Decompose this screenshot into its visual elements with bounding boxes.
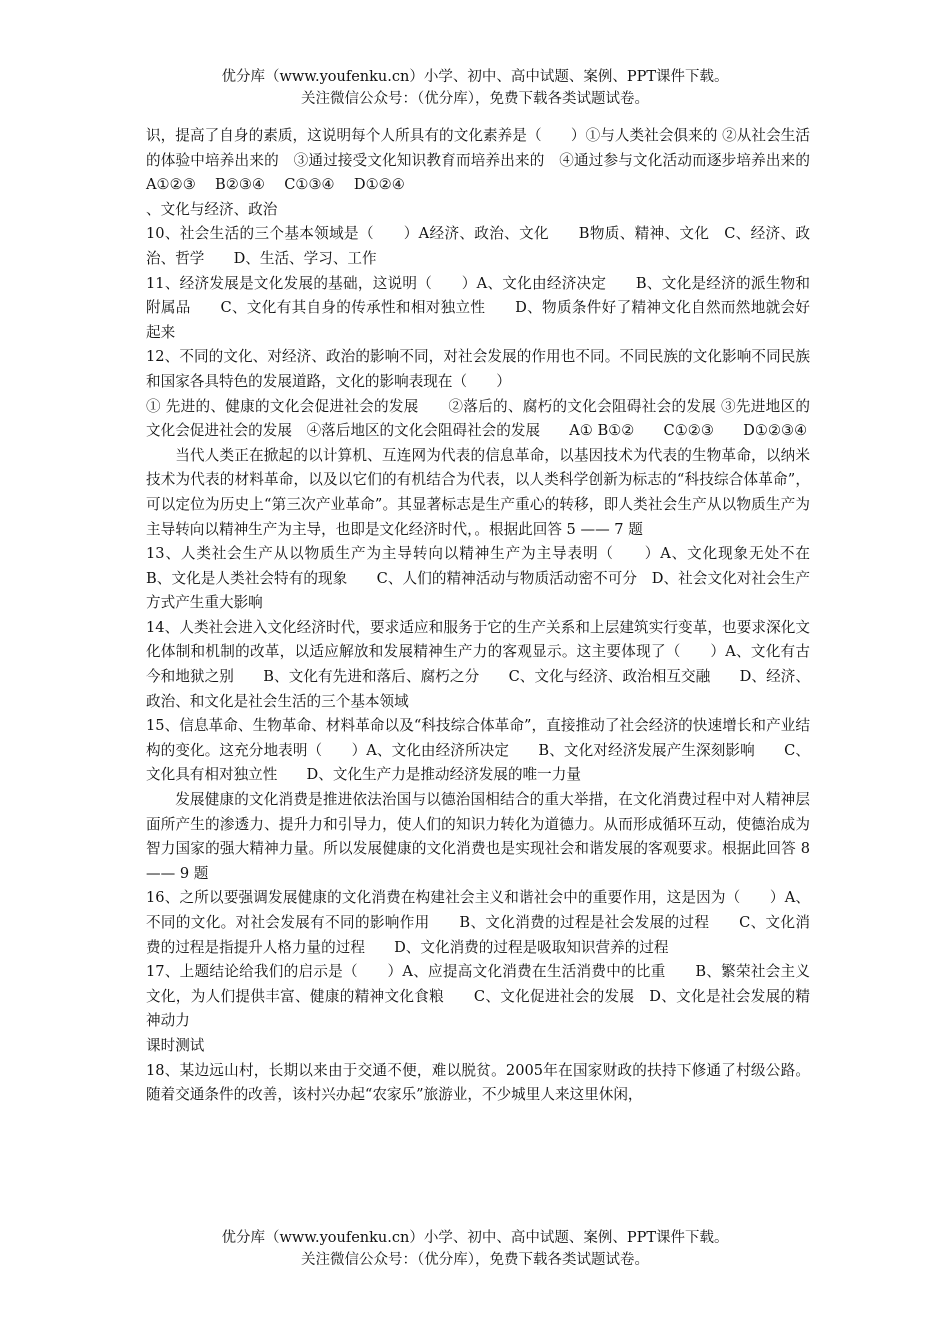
question-10: 10、社会生活的三个基本领域是（ ）A经济、政治、文化 B物质、精神、文化 C、经济、政治、哲学 D、生活、学习、工作 [146,225,810,267]
footer-line-1: 优分库（www.youfenku.cn）小学、初中、高中试题、案例、PPT课件下载。 [221,1230,729,1246]
question-15: 15、信息革命、生物革命、材料革命以及“科技综合体革命”，直接推动了社会经济的快速增长和产业结构的变化。这充分地表明（ ）A、文化由经济所决定 B、文化对经济发展产生深刻影响 C、文化具有相对独立性 D、文化生产力是推动经济发展的唯一力量 [146,717,810,784]
reading-passage-1: 当代人类正在掀起的以计算机、互连网为代表的信息革命，以基因技术为代表的生物革命，以纳米技术为代表的材料革命，以及以它们的有机结合为代表，以人类科学创新为标志的“科技综合体革命”，可以定位为历史上“第三次产业革命”。其显著标志是生产重心的转移，即人类社会生产从以物质生产为主导转向以精神生产为主导，也即是文化经济时代，。根据此回答 5 —— 7 题 [146,446,810,538]
question-18: 18、某边远山村，长期以来由于交通不便，难以脱贫。2005年在国家财政的扶持下修通了村级公路。随着交通条件的改善，该村兴办起“农家乐”旅游业，不少城里人来这里休闲， [146,1061,810,1104]
footer-line-2: 关注微信公众号：（优分库），免费下载各类试题试卷。 [301,1252,649,1268]
question-17: 17、上题结论给我们的启示是（ ）A、应提高文化消费在生活消费中的比重 B、繁荣社会主义文化，为人们提供丰富、健康的精神文化食粮 C、文化促进社会的发展 D、文化是社会发展的精神动力 [146,963,810,1030]
paragraph-question-continued: 识，提高了自身的素质，这说明每个人所具有的文化素养是（ ）①与人类社会俱来的 ②从社会生活的体验中培养出来的 ③通过接受文化知识教育而培养出来的 ④通过参与文化活动而逐步培养出来的 A①②③ B②③④ C①③④ D①②④ [146,127,840,194]
header-line-2: 关注微信公众号：（优分库），免费下载各类试题试卷。 [301,91,649,107]
reading-passage-2: 发展健康的文化消费是推进依法治国与以德治国相结合的重大举措，在文化消费过程中对人精神层面所产生的渗透力、提升力和引导力，使人们的知识力转化为道德力。从而形成循环互动，使德治成为智力国家的强大精神力量。所以发展健康的文化消费也是实现社会和谐发展的客观要求。根据此回答 8 —— 9 题 [146,791,810,882]
question-12: 12、不同的文化、对经济、政治的影响不同，对社会发展的作用也不同。不同民族的文化影响不同民族和国家各具特色的发展道路，文化的影响表现在（ ） [146,348,810,390]
page-header [0,66,950,110]
section-heading: 、文化与经济、政治 [146,200,278,218]
question-12-options: ① 先进的、健康的文化会促进社会的发展 ②落后的、腐朽的文化会阻碍社会的发展 ③先进地区的文化会促进社会的发展 ④落后地区的文化会阻碍社会的发展 A① B①② C①②③ D①②③④ [146,397,810,440]
question-14: 14、人类社会进入文化经济时代，要求适应和服务于它的生产关系和上层建筑实行变革，也要求深化文化体制和机制的改革，以适应解放和发展精神生产力的客观显示。这主要体现了（ ）A、文化有古今和地狱之别 B、文化有先进和落后、腐朽之分 C、文化与经济、政治相互交融 D、经济、政治、和文化是社会生活的三个基本领域 [146,618,810,710]
question-11: 11、经济发展是文化发展的基础，这说明（ ）A、文化由经济决定 B、文化是经济的派生物和附属品 C、文化有其自身的传承性和相对独立性 D、物质条件好了精神文化自然而然地就会好起来 [146,274,810,341]
document-body [146,124,840,1108]
page-footer [0,1227,950,1271]
section-title-test: 课时测试 [146,1036,205,1054]
question-13: 13、人类社会生产从以物质生产为主导转向以精神生产为主导表明（ ）A、文化现象无处不在 B、文化是人类社会特有的现象 C、人们的精神活动与物质活动密不可分 D、社会文化对社会生产方式产生重大影响 [146,545,840,612]
question-16: 16、之所以要强调发展健康的文化消费在构建社会主义和谐社会中的重要作用，这是因为（ ）A、不同的文化。对社会发展有不同的影响作用 B、文化消费的过程是社会发展的过程 C、文化消费的过程是指提升人格力量的过程 D、文化消费的过程是吸取知识营养的过程 [146,889,810,956]
header-line-1: 优分库（www.youfenku.cn）小学、初中、高中试题、案例、PPT课件下载。 [221,69,729,85]
